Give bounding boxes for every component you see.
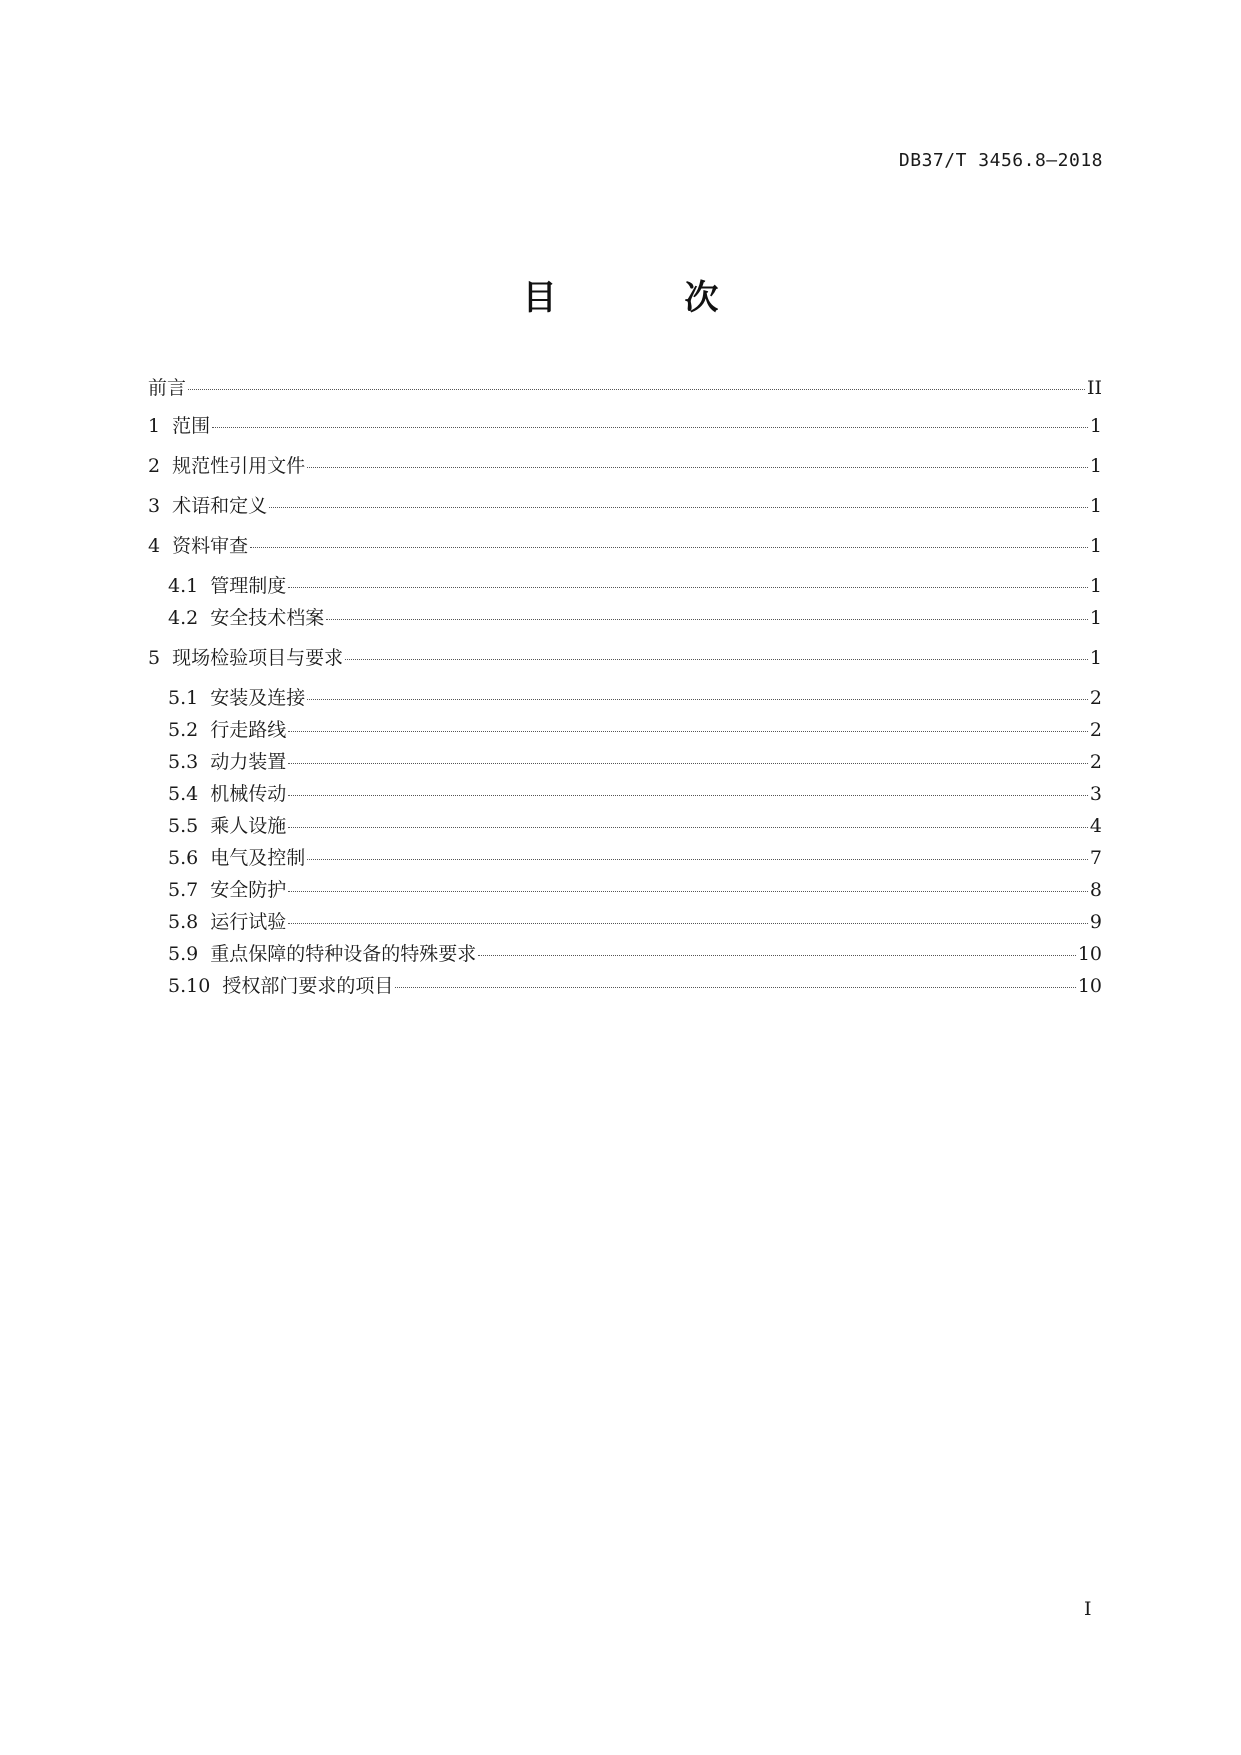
toc-entry-electrical-control[interactable] (168, 845, 1102, 871)
toc-leader-dots (345, 659, 1088, 660)
toc-entry-page: 2 (1089, 687, 1102, 709)
toc-entry-label: 5.9 重点保障的特种设备的特殊要求 (168, 943, 477, 965)
toc-entry-document-review[interactable] (148, 533, 1102, 559)
toc-entry-label: 4.1 管理制度 (168, 575, 287, 597)
toc-entry-label: 前言 (148, 377, 187, 399)
toc-leader-dots (395, 987, 1075, 988)
toc-entry-label: 5.7 安全防护 (168, 879, 287, 901)
document-code: DB37/T 3456.8—2018 (898, 150, 1103, 171)
toc-entry-safety-protection[interactable] (168, 877, 1102, 903)
toc-entry-label: 5.8 运行试验 (168, 911, 287, 933)
toc-leader-dots (188, 389, 1085, 390)
toc-leader-dots (288, 827, 1088, 828)
toc-entry-label: 5.2 行走路线 (168, 719, 287, 741)
toc-entry-label: 5.1 安装及连接 (168, 687, 306, 709)
toc-entry-label: 1 范围 (148, 415, 211, 437)
toc-leader-dots (307, 859, 1088, 860)
toc-entry-mechanical-transmission[interactable] (168, 781, 1102, 807)
toc-entry-page: 8 (1089, 879, 1102, 901)
toc-entry-page: 10 (1077, 943, 1102, 965)
page-number: I (1084, 1598, 1092, 1620)
toc-leader-dots (288, 891, 1088, 892)
toc-entry-page: 3 (1089, 783, 1102, 805)
toc-entry-label: 5.3 动力装置 (168, 751, 287, 773)
toc-leader-dots (212, 427, 1088, 428)
toc-leader-dots (288, 587, 1088, 588)
toc-entry-page: 1 (1089, 647, 1102, 669)
toc-entry-normative-references[interactable] (148, 453, 1102, 479)
toc-entry-label: 4 资料审查 (148, 535, 249, 557)
toc-entry-label: 5.4 机械传动 (168, 783, 287, 805)
toc-entry-page: 10 (1077, 975, 1102, 997)
toc-entry-management-system[interactable] (168, 573, 1102, 599)
toc-entry-safety-technical-files[interactable] (168, 605, 1102, 631)
toc-entry-operation-test[interactable] (168, 909, 1102, 935)
toc-leader-dots (307, 699, 1088, 700)
toc-entry-page: 4 (1089, 815, 1102, 837)
toc-title: 目 次 (522, 278, 777, 318)
toc-entry-page: 9 (1089, 911, 1102, 933)
toc-leader-dots (307, 467, 1088, 468)
toc-entry-label: 5.10 授权部门要求的项目 (168, 975, 394, 997)
toc-entry-travel-route[interactable] (168, 717, 1102, 743)
toc-entry-label: 2 规范性引用文件 (148, 455, 306, 477)
toc-entry-onsite-inspection[interactable] (148, 645, 1102, 671)
toc-entry-installation-connection[interactable] (168, 685, 1102, 711)
toc-entry-power-unit[interactable] (168, 749, 1102, 775)
toc-entry-page: 7 (1089, 847, 1102, 869)
toc-entry-authorized-department-items[interactable] (168, 973, 1102, 999)
toc-entry-page: 1 (1089, 495, 1102, 517)
toc-entry-label: 4.2 安全技术档案 (168, 607, 325, 629)
toc-leader-dots (288, 795, 1088, 796)
toc-leader-dots (288, 731, 1088, 732)
toc-entry-terms-definitions[interactable] (148, 493, 1102, 519)
toc-leader-dots (478, 955, 1076, 956)
toc-entry-page: 2 (1089, 719, 1102, 741)
toc-entry-label: 5.5 乘人设施 (168, 815, 287, 837)
toc-entry-page: II (1086, 377, 1102, 399)
toc-entry-foreword[interactable] (148, 375, 1102, 401)
toc-entry-label: 5 现场检验项目与要求 (148, 647, 344, 669)
toc-entry-page: 1 (1089, 575, 1102, 597)
toc-entry-page: 1 (1089, 535, 1102, 557)
toc-leader-dots (250, 547, 1088, 548)
toc-entry-page: 1 (1089, 415, 1102, 437)
toc-entry-label: 3 术语和定义 (148, 495, 268, 517)
toc-entry-special-requirements[interactable] (168, 941, 1102, 967)
toc-leader-dots (288, 923, 1088, 924)
toc-entry-page: 1 (1089, 455, 1102, 477)
toc-leader-dots (269, 507, 1088, 508)
toc-entry-page: 2 (1089, 751, 1102, 773)
toc-leader-dots (326, 619, 1088, 620)
toc-leader-dots (288, 763, 1088, 764)
toc-entry-page: 1 (1089, 607, 1102, 629)
toc-entry-label: 5.6 电气及控制 (168, 847, 306, 869)
toc-entry-passenger-facilities[interactable] (168, 813, 1102, 839)
toc-entry-scope[interactable] (148, 413, 1102, 439)
